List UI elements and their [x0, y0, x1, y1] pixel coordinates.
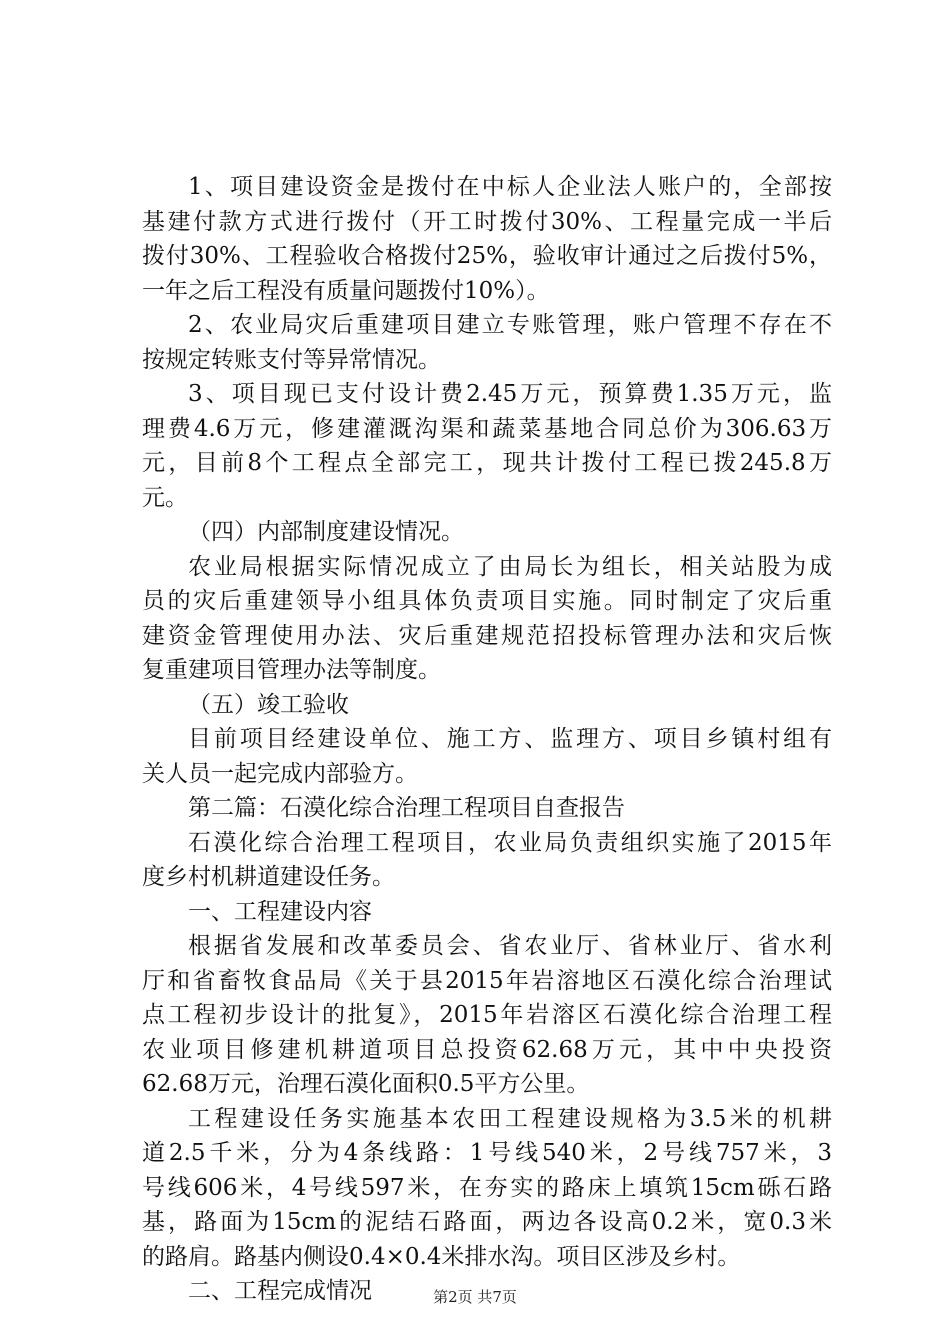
text-line: 理费4.6万元，修建灌溉沟渠和蔬菜基地合同总价为306.63万 — [142, 415, 832, 442]
text-line: 按规定转账支付等异常情况。 — [142, 346, 441, 373]
page-number-label: 第2页 共7页 — [433, 1288, 517, 1306]
text-line: 一、工程建设内容 — [188, 898, 372, 925]
text-line: 关人员一起完成内部验方。 — [142, 760, 418, 787]
text-line: 基建付款方式进行拨付（开工时拨付30%、工程量完成一半后 — [142, 208, 832, 235]
text-line: 农业项目修建机耕道项目总投资62.68万元，其中中央投资 — [142, 1036, 832, 1063]
text-line: 目前项目经建设单位、施工方、监理方、项目乡镇村组有 — [188, 726, 832, 752]
text-line: 拨付30%、工程验收合格拨付25%，验收审计通过之后拨付5%， — [142, 243, 832, 269]
text-line: 点工程初步设计的批复》，2015年岩溶区石漠化综合治理工程 — [142, 1002, 832, 1028]
text-line: 62.68万元，治理石漠化面积0.5平方公里。 — [142, 1071, 590, 1097]
text-line: 元，目前8个工程点全部完工，现共计拨付工程已拨245.8万 — [142, 450, 832, 476]
text-line: 建资金管理使用办法、灾后重建规范招投标管理办法和灾后恢 — [142, 622, 832, 649]
text-line: 农业局根据实际情况成立了由局长为组长，相关站股为成 — [188, 553, 832, 580]
text-line: 一年之后工程没有质量问题拨付10%）。 — [142, 277, 550, 304]
text-line: 石漠化综合治理工程项目，农业局负责组织实施了2015年 — [188, 829, 832, 856]
text-line: 2、农业局灾后重建项目建立专账管理，账户管理不存在不 — [188, 312, 832, 338]
text-line: 度乡村机耕道建设任务。 — [142, 864, 395, 890]
text-line: （四）内部制度建设情况。 — [188, 519, 464, 545]
text-line: 元。 — [142, 484, 188, 511]
page-footer — [0, 1286, 950, 1307]
text-line: 根据省发展和改革委员会、省农业厅、省林业厅、省水利 — [188, 933, 832, 959]
text-line: 二、工程完成情况 — [188, 1278, 372, 1304]
text-line: 3、项目现已支付设计费2.45万元，预算费1.35万元，监 — [188, 381, 832, 407]
text-line: 工程建设任务实施基本农田工程建设规格为3.5米的机耕 — [188, 1105, 832, 1132]
text-line: 基，路面为15cm的泥结石路面，两边各设高0.2米，宽0.3米 — [142, 1209, 832, 1235]
text-line: 复重建项目管理办法等制度。 — [142, 657, 441, 683]
text-line: （五）竣工验收 — [188, 691, 349, 718]
text-line: 的路肩。路基内侧设0.4×0.4米排水沟。项目区涉及乡村。 — [142, 1243, 741, 1270]
text-line: 1、项目建设资金是拨付在中标人企业法人账户的，全部按 — [188, 174, 832, 200]
text-line: 员的灾后重建领导小组具体负责项目实施。同时制定了灾后重 — [142, 588, 832, 614]
text-line: 厅和省畜牧食品局《关于县2015年岩溶地区石漠化综合治理试 — [142, 967, 832, 994]
text-line: 第二篇：石漠化综合治理工程项目自查报告 — [188, 795, 625, 821]
text-line: 号线606米，4号线597米，在夯实的路床上填筑15cm砾石路 — [142, 1174, 832, 1201]
text-line: 道2.5千米，分为4条线路：1号线540米，2号线757米，3 — [142, 1140, 832, 1166]
document-body — [142, 170, 832, 1309]
